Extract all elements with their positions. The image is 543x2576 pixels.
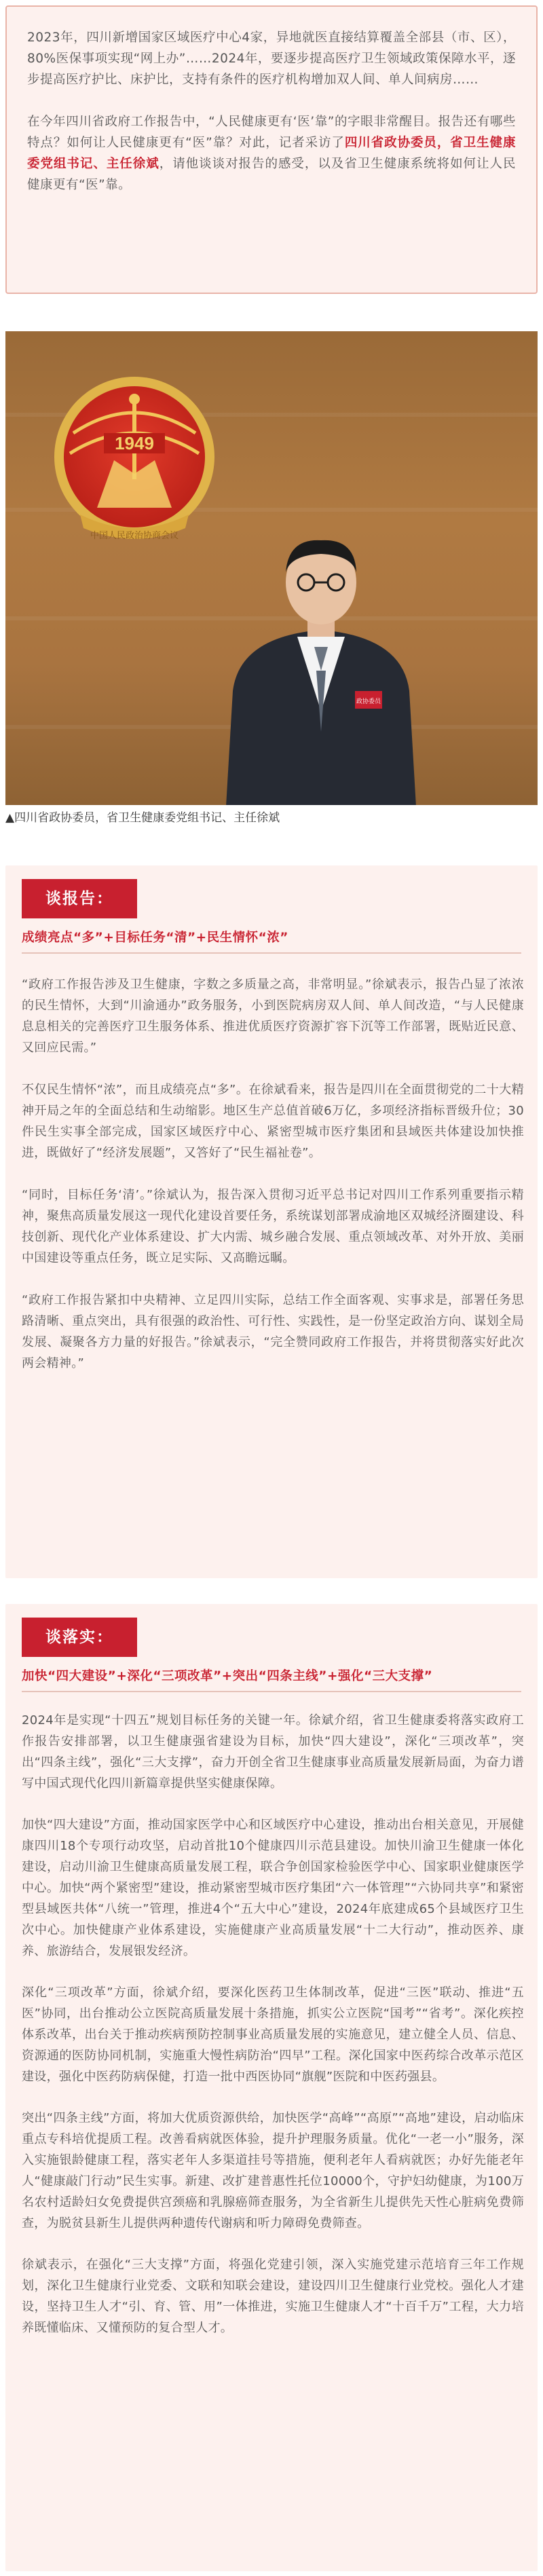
section-paragraph: 2024年是实现“十四五”规划目标任务的关键一年。徐斌介绍，省卫生健康委将落实政府工作报告安排部署，以卫生健康强省建设为目标，加快“四大建设”，深化“三项改革”，突出“四条主线”，强化“三大支撑”，奋力开创全省卫生健康事业高质量发展新局面，为奋力谱写中国式现代化四川新篇章提供坚实健康保障。 — [22, 1713, 524, 1791]
intro-paragraph-2 — [27, 111, 516, 195]
interview-photo — [5, 331, 538, 805]
section-paragraph: “同时，目标任务‘清’。”徐斌认为，报告深入贯彻习近平总书记对四川工作系列重要指示精神，聚焦高质量发展这一现代化建设首要任务，系统谋划部署成渝地区双城经济圈建设、科技创新、现代化产业体系建设、扩大内需、城乡融合发展、重点领域改革、对外开放、美丽中国建设等重点任务，既立足实际、又高瞻远瞩。 — [22, 1188, 524, 1265]
section-report — [5, 865, 538, 1578]
section-tag: 谈报告： — [22, 879, 137, 918]
section-divider — [22, 952, 521, 954]
intro-box — [5, 5, 538, 294]
section-body — [22, 1710, 524, 2338]
section-subtitle: 加快“四大建设”+深化“三项改革”+突出“四条主线”+强化“三大支撑” — [22, 1669, 433, 1683]
section-body — [22, 974, 524, 1374]
intro-highlight-name: 四川省政协委员，省卫生健康委党组书记、主任徐斌 — [27, 136, 516, 171]
section-paragraph: 徐斌表示，在强化“三大支撑”方面，将强化党建引领，深入实施党建示范培育三年工作规划，深化卫生健康行业党委、文联和知联会建设，建设四川卫生健康行业党校。强化人才建设，坚持卫生人才“引、育、管、用”一体推进，实施卫生健康人才“十百千万”工程，大力培养既懂临床、又懂预防的复合型人才。 — [22, 2258, 524, 2335]
photo-caption: ▲四川省政协委员，省卫生健康委党组书记、主任徐斌 — [5, 811, 280, 825]
section-tag: 谈落实： — [22, 1618, 137, 1657]
section-paragraph: 突出“四条主线”方面，将加大优质资源供给，加快医学“高峰”“高原”“高地”建设，启动临床重点专科培优提质工程。改善看病就医体验，提升护理服务质量。优化“一老一小”服务，深入实施银龄健康工程，落实老年人多渠道挂号等措施，便利老年人看病就医；办好先能老年人“健康敲门行动”民生实事。新建、改扩建普惠性托位10000个，守护妇幼健康，为100万名农村适龄妇女免费提供宫颈癌和乳腺癌筛查服务，为全省新生儿提供先天性心脏病免费筛查，为脱贫县新生儿提供两种遗传代谢病和听力障碍免费筛查。 — [22, 2111, 524, 2230]
intro-p2-end: ，请他谈谈对报告的感受，以及省卫生健康系统将如何让人民健康更有“医”靠。 — [27, 157, 516, 192]
person-figure — [212, 535, 430, 805]
section-paragraph: 不仅民生情怀“浓”，而且成绩亮点“多”。在徐斌看来，报告是四川在全面贯彻党的二十大精神开局之年的全面总结和生动缩影。地区生产总值首破6万亿，多项经济指标晋级升位；30件民生实事全部完成，国家区域医疗中心、紧密型城市医疗集团和县域医共体建设加快推进，既做好了“经济发展题”，又答好了“民生福祉卷”。 — [22, 1083, 524, 1160]
cppcc-emblem-icon — [33, 372, 236, 548]
section-implementation — [5, 1604, 538, 2571]
emblem-year: 1949 — [115, 433, 154, 453]
intro-paragraph-1: 2023年，四川新增国家区域医疗中心4家，异地就医直接结算覆盖全部县（市、区），80%医保事项实现“网上办”……2024年，要逐步提高医疗卫生领域政策保障水平，逐步提高医疗护比、床护比，支持有条件的医疗机构增加双人间、单人间病房…… — [27, 31, 516, 87]
intro-p2-start: 在今年四川省政府工作报告中，“人民健康更有‘医’靠”的字眼非常醒目。报告还有哪些特点？如何让人民健康更有“医”靠？对此，记者采访了 — [27, 115, 516, 150]
section-subtitle: 成绩亮点“多”+目标任务“清”+民生情怀“浓” — [22, 931, 288, 945]
section-paragraph: 加快“四大建设”方面，推动国家医学中心和区域医疗中心建设，推动出台相关意见，开展健康四川18个专项行动攻坚，启动首批10个健康四川示范县建设。加快川渝卫生健康一体化建设，启动川渝卫生健康高质量发展工程，联合争创国家检验医学中心、国家职业健康医学中心。加快“两个紧密型”建设，推动紧密型城市医疗集团“六一体管理”“六协同共享”和紧密型县域医共体“八统一”管理，推进4个“五大中心”建设，2024年底建成65个县域医疗卫生次中心。加快健康产业体系建设，实施健康产业高质量发展“十二大行动”，推动医养、康养、旅游结合，发展银发经济。 — [22, 1818, 524, 1958]
delegate-badge: 政协委员 — [356, 698, 381, 705]
emblem-text: 中国人民政治协商会议 — [90, 531, 179, 541]
section-divider — [22, 1691, 521, 1692]
section-paragraph: “政府工作报告涉及卫生健康，字数之多质量之高，非常明显。”徐斌表示，报告凸显了浓浓的民生情怀，大到“川渝通办”政务服务，小到医院病房双人间、单人间改造，“与人民健康息息相关的完善医疗卫生服务体系、推进优质医疗资源扩容下沉等工作部署，既贴近民意、又回应民需。” — [22, 977, 524, 1055]
section-paragraph: “政府工作报告紧扣中央精神、立足四川实际，总结工作全面客观、实事求是，部署任务思路清晰、重点突出，具有很强的政治性、可行性、实践性，是一份坚定政治方向、谋划全局发展、凝聚各方力量的好报告。”徐斌表示，“完全赞同政府工作报告，并将贯彻落实好此次两会精神。” — [22, 1293, 524, 1370]
section-paragraph: 深化“三项改革”方面，徐斌介绍，要深化医药卫生体制改革，促进“三医”联动、推进“五医”协同，出台推动公立医院高质量发展十条措施，抓实公立医院“国考”“省考”。深化疾控体系改革，出台关于推动疾病预防控制事业高质量发展的实施意见，建立健全人员、信息、资源通的医防协同机制，实施重大慢性病防治“四早”工程。深化国家中医药综合改革示范区建设，强化中医药防病保健，打造一批中西医协同“旗舰”医院和中医药强县。 — [22, 1985, 524, 2084]
